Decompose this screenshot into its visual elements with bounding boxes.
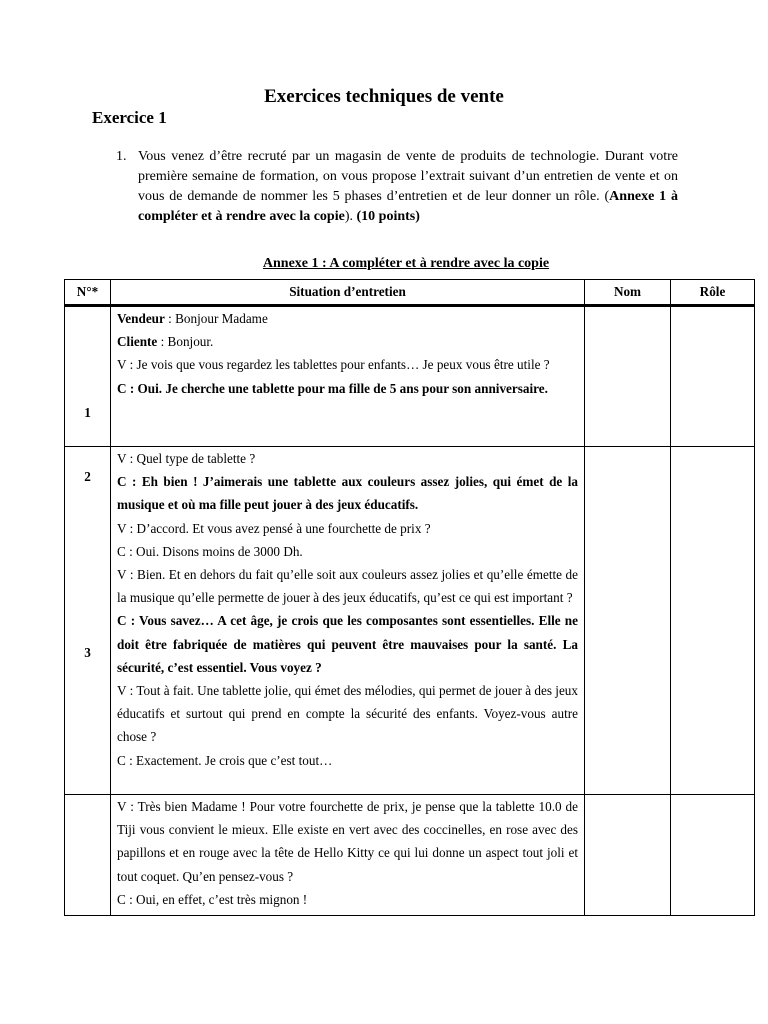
nom-cell[interactable]: [585, 306, 671, 447]
situation-cell: [111, 795, 585, 916]
table-row: [65, 306, 755, 447]
table-row: [65, 447, 755, 795]
row-number-cell: [65, 447, 111, 795]
page-title: Exercices techniques de vente: [264, 86, 504, 107]
role-cell[interactable]: [671, 306, 755, 447]
dialogue-line: V : D’accord. Et vous avez pensé à une fourchette de prix ?: [117, 520, 431, 536]
dialogue-line: V : Bien. Et en dehors du fait qu’elle soit aux couleurs assez jolies et qu’elle émette de la musique qu’elle permette de jouer à des jeux éducatifs, qu’est ce qui est important ?: [117, 567, 578, 606]
dialogue-line: C : Vous savez… A cet âge, je crois que les composantes sont essentielles. Elle ne doit être fabriquée de matières qui peuvent être mauvaises pour la santé. La sécurité, c’est essentiel. Vous voyez ?: [117, 613, 578, 675]
question-1: [116, 147, 678, 227]
dialogue-line: C : Eh bien ! J’aimerais une tablette aux couleurs assez jolies, qui émet de la musique et où ma fille peut jouer à des jeux éducatifs.: [117, 474, 578, 513]
situation-cell: Vendeur : Bonjour Madame Cliente : Bonjour. V : Je vois que vous regardez les tablettes pour enfants… Je peux vous être utile ? C : Oui. Je cherche une tablette pour ma fille de 5 ans pour son anniversaire.: [111, 306, 585, 447]
dialogue-line: V : Je vois que vous regardez les tablettes pour enfants… Je peux vous être utile ?: [117, 357, 550, 373]
row-number: 3: [84, 645, 91, 660]
header-situation: Situation d’entretien: [111, 280, 585, 306]
question-text: Vous venez d’être recruté par un magasin de vente de produits de technologie. Durant votre première semaine de formation, on vous propose l’extrait suivant d’un entretien de vente et on vous de demande de nommer les 5 phases d’entretien et de leur donner un rôle. (Annexe 1 à compléter et à rendre avec la copie). (10 points): [138, 149, 678, 224]
table-header-row: [65, 280, 755, 306]
nom-cell[interactable]: [585, 795, 671, 916]
role-cell[interactable]: [671, 795, 755, 916]
header-role: Rôle: [671, 280, 755, 306]
exercise-heading: Exercice 1: [92, 108, 167, 127]
question-number: 1.: [116, 149, 127, 164]
table-row: [65, 795, 755, 916]
nom-cell[interactable]: [585, 447, 671, 795]
question-bold-part: Annexe 1 à compléter et à rendre avec la copie: [138, 189, 678, 224]
question-points: (10 points): [356, 209, 420, 224]
header-nom: Nom: [585, 280, 671, 306]
dialogue-line: C : Oui. Je cherche une tablette pour ma fille de 5 ans pour son anniversaire.: [117, 380, 548, 396]
row-number: 2: [84, 469, 91, 484]
row-number: 1: [84, 405, 91, 420]
interview-table: [64, 279, 755, 916]
dialogue-line: V : Quel type de tablette ?: [117, 451, 256, 466]
dialogue-line: C : Oui, en effet, c’est très mignon !: [117, 891, 308, 907]
annexe-title: Annexe 1 : A compléter et à rendre avec la copie: [262, 256, 550, 271]
dialogue-line: V : Très bien Madame ! Pour votre fourchette de prix, je pense que la tablette 10.0 de Tiji vous convient le mieux. Elle existe en vert avec des coccinelles, en rose avec des papillons et en rouge avec la tête de Hello Kitty ce qui lui donne un aspect tout joli et tout coquet. Qu’en pensez-vous ?: [117, 799, 578, 884]
row-number-cell: [65, 306, 111, 447]
dialogue-line: V : Tout à fait. Une tablette jolie, qui émet des mélodies, qui permet de jouer à des jeux éducatifs et surtout qui prend en compte la sécurité des enfants. Voyez-vous autre chose ?: [117, 683, 578, 745]
dialogue-line: C : Oui. Disons moins de 3000 Dh.: [117, 543, 303, 559]
role-cell[interactable]: [671, 447, 755, 795]
header-num: N°*: [65, 280, 111, 306]
dialogue-line: C : Exactement. Je crois que c’est tout…: [117, 752, 333, 768]
row-number-cell: [65, 795, 111, 916]
situation-cell: [111, 447, 585, 795]
